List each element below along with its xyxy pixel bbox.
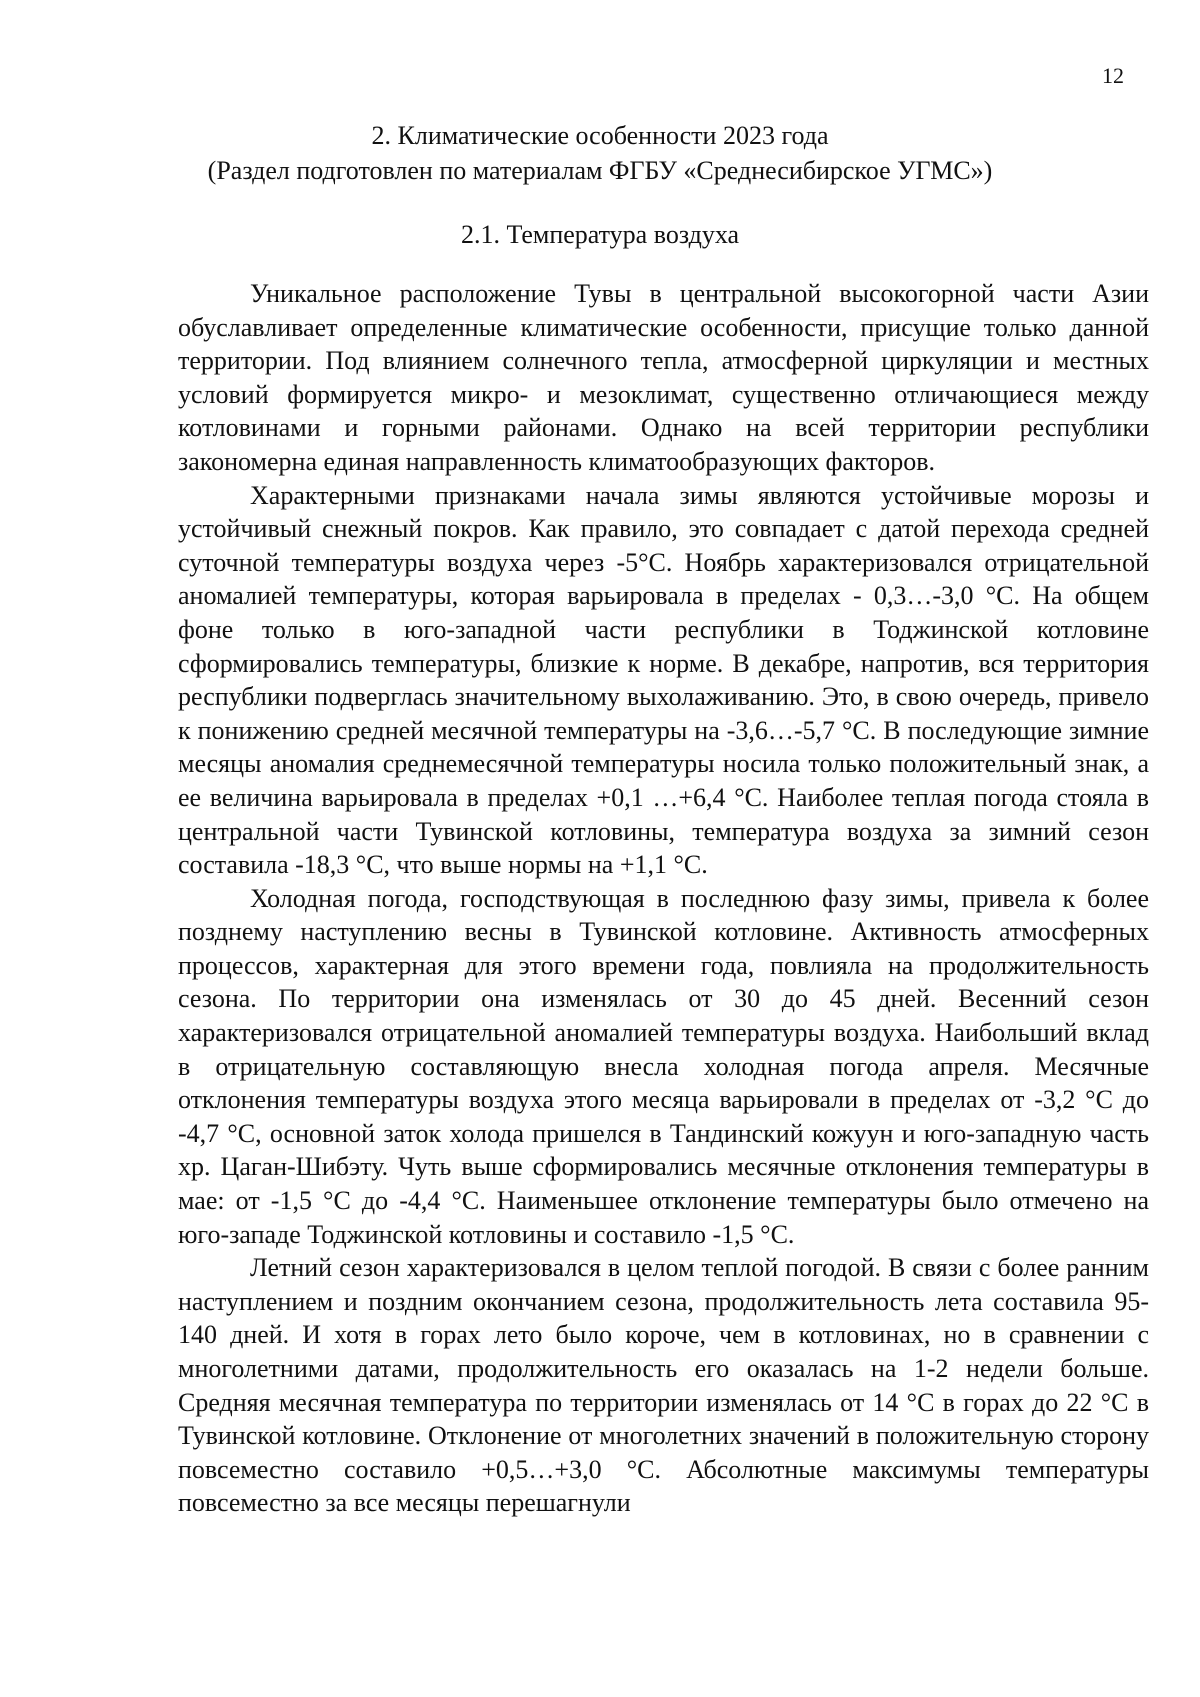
page-number: 12 bbox=[1102, 63, 1124, 88]
section-title: 2.1. Температура воздуха bbox=[460, 220, 740, 249]
chapter-subtitle: (Раздел подготовлен по материалам ФГБУ «Среднесибирское УГМС») bbox=[207, 156, 993, 185]
paragraph: Летний сезон характеризовался в целом теплой погодой. В связи с более ранним наступлением и поздним окончанием сезона, продолжительность лета составила 95-140 дней. И хотя в горах лето было короче, чем в котловинах, но в сравнении с многолетними датами, продолжительность его оказалась на 1-2 недели больше. Средняя месячная температура по территории изменялась от 14 °С в горах до 22 °С в Тувинской котловине. Отклонение от многолетних значений в положительную сторону повсеместно составило +0,5…+3,0 °С. Абсолютные максимумы температуры повсеместно за все месяцы перешагнули bbox=[178, 1253, 1149, 1518]
document-body bbox=[178, 277, 1149, 1520]
paragraph: Характерными признаками начала зимы являются устойчивые морозы и устойчивый снежный покров. Как правило, это совпадает с датой перехода средней суточной температуры воздуха через -5°С. Ноябрь характеризовался отрицательной аномалией температуры, которая варьировала в пределах - 0,3…-3,0 °С. На общем фоне только в юго-западной части республики в Тоджинской котловине сформировались температуры, близкие к норме. В декабре, напротив, вся территория республики подверглась значительному выхолаживанию. Это, в свою очередь, привело к понижению средней месячной температуры на -3,6…-5,7 °С. В последующие зимние месяцы аномалия среднемесячной температуры носила только положительный знак, а ее величина варьировала в пределах +0,1 …+6,4 °С. Наиболее теплая погода стояла в центральной части Тувинской котловины, температура воздуха за зимний сезон составила -18,3 °С, что выше нормы на +1,1 °С. bbox=[178, 480, 1149, 880]
paragraph: Холодная погода, господствующая в последнюю фазу зимы, привела к более позднему наступлению весны в Тувинской котловине. Активность атмосферных процессов, характерная для этого времени года, повлияла на продолжительность сезона. По территории она изменялась от 30 до 45 дней. Весенний сезон характеризовался отрицательной аномалией температуры воздуха. Наибольший вклад в отрицательную составляющую внесла холодная погода апреля. Месячные отклонения температуры воздуха этого месяца варьировали в пределах от -3,2 °С до -4,7 °С, основной заток холода пришелся в Тандинский кожуун и юго-западную часть хр. Цаган-Шибэту. Чуть выше сформировались месячные отклонения температуры в мае: от -1,5 °С до -4,4 °С. Наименьшее отклонение температуры было отмечено на юго-западе Тоджинской котловины и составило -1,5 °С. bbox=[178, 883, 1149, 1249]
chapter-title: 2. Климатические особенности 2023 года bbox=[371, 121, 829, 150]
paragraph: Уникальное расположение Тувы в центральной высокогорной части Азии обуславливает определенные климатические особенности, присущие только данной территории. Под влиянием солнечного тепла, атмосферной циркуляции и местных условий формируется микро- и мезоклимат, существенно отличающиеся между котловинами и горными районами. Однако на всей территории республики закономерна единая направленность климатообразующих факторов. bbox=[178, 279, 1149, 476]
